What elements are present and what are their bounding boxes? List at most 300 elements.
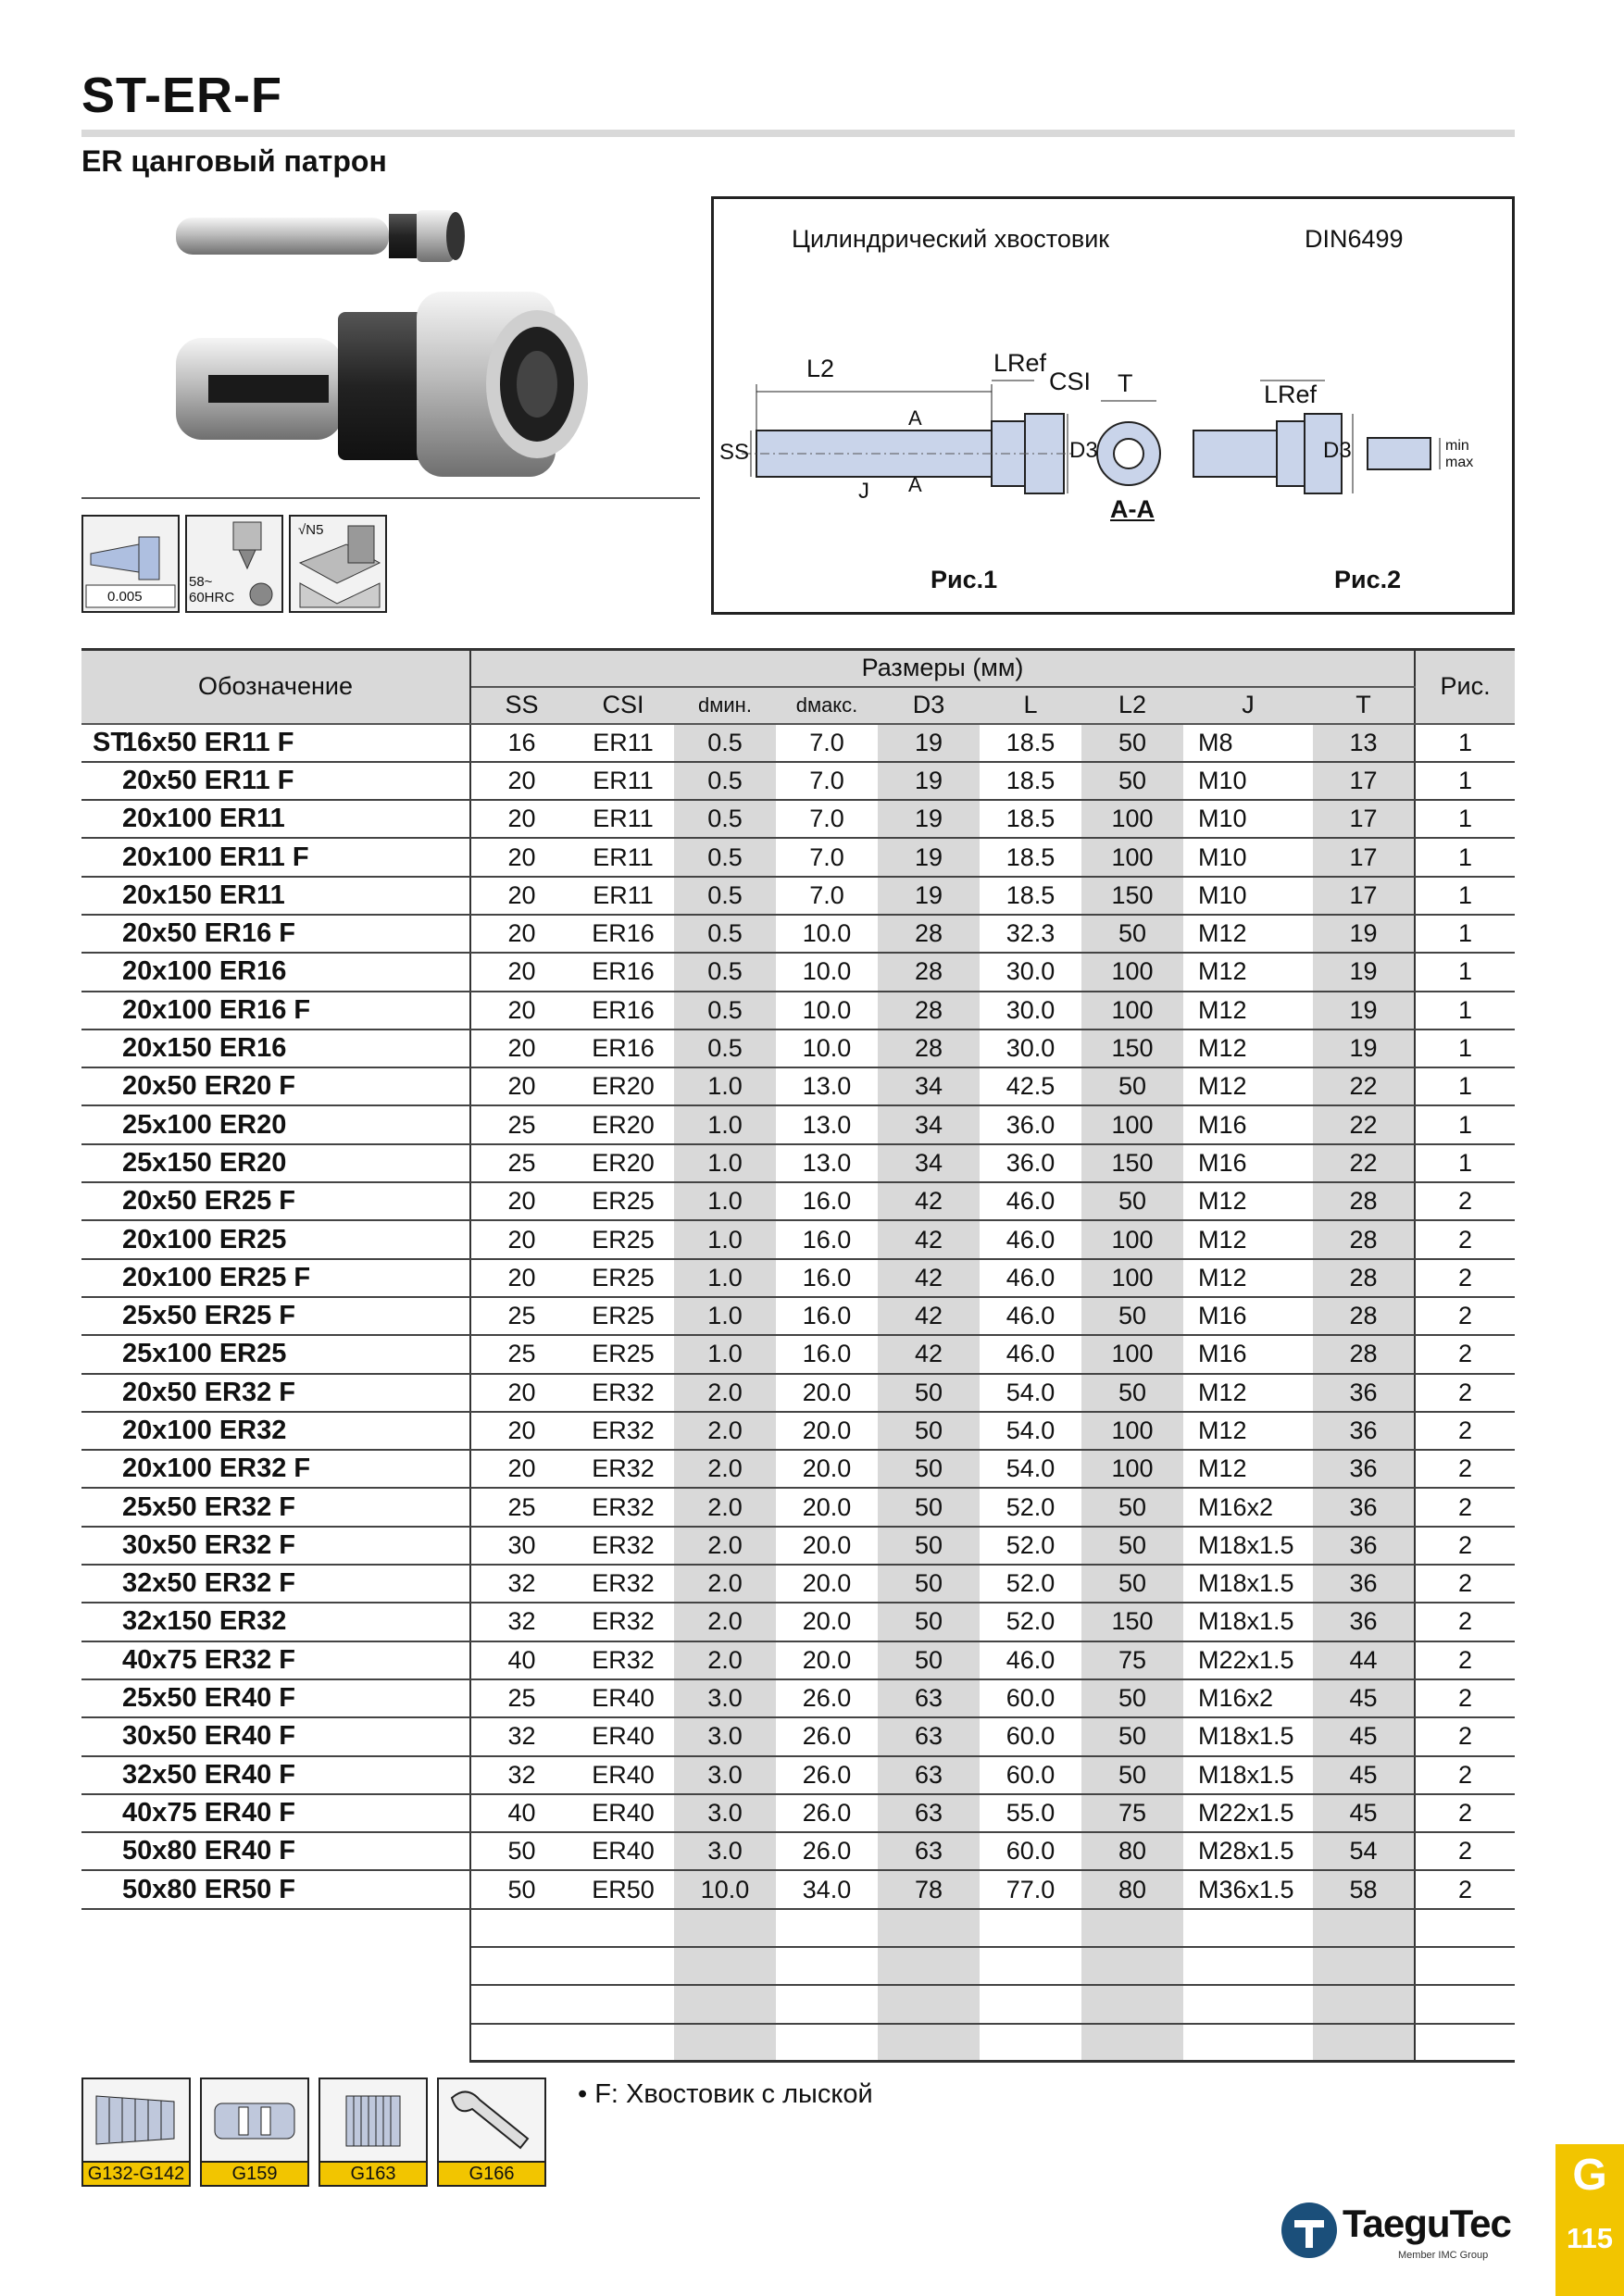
cell-l2: 50 xyxy=(1081,915,1183,953)
cell-d3: 19 xyxy=(878,762,980,800)
cell-j: M16x2 xyxy=(1183,1488,1313,1526)
cell-dmax: 13.0 xyxy=(776,1105,878,1143)
cell-t: 17 xyxy=(1313,762,1415,800)
cell-csi: ER32 xyxy=(572,1565,674,1603)
table-row xyxy=(81,1679,1515,1717)
cell-dmin: 1.0 xyxy=(674,1220,776,1258)
cell-csi: ER32 xyxy=(572,1450,674,1488)
cell-ss: 30 xyxy=(470,1527,572,1565)
cell-ss: 20 xyxy=(470,877,572,915)
cell-csi: ER16 xyxy=(572,953,674,991)
cell-ss: 25 xyxy=(470,1335,572,1373)
designation-cell xyxy=(81,1565,470,1603)
cell-t: 17 xyxy=(1313,877,1415,915)
cell-dmin: 2.0 xyxy=(674,1450,776,1488)
designation-text: 25x50 ER32 F xyxy=(122,1491,296,1522)
cell-fig: 1 xyxy=(1415,724,1515,762)
cell-l2: 100 xyxy=(1081,1259,1183,1297)
cell-dmin: 1.0 xyxy=(674,1297,776,1335)
cell-ss: 20 xyxy=(470,1029,572,1067)
cell-fig: 2 xyxy=(1415,1756,1515,1794)
cell-d3: 42 xyxy=(878,1297,980,1335)
cell-j: M12 xyxy=(1183,1412,1313,1450)
cell-l xyxy=(980,1909,1081,1947)
cell-j: M12 xyxy=(1183,1029,1313,1067)
cell-dmax xyxy=(776,1985,878,2023)
designation-text: 20x100 ER11 F xyxy=(122,842,309,872)
cell-t: 19 xyxy=(1313,1029,1415,1067)
cell-j: M18x1.5 xyxy=(1183,1603,1313,1641)
cell-csi: ER25 xyxy=(572,1297,674,1335)
designation-text: 20x50 ER25 F xyxy=(122,1186,296,1217)
title-divider xyxy=(81,130,1515,137)
cell-l: 18.5 xyxy=(980,800,1081,838)
cell-fig xyxy=(1415,1947,1515,1985)
cell-t: 22 xyxy=(1313,1144,1415,1182)
photo-divider xyxy=(81,497,700,499)
cell-dmin: 0.5 xyxy=(674,953,776,991)
cell-dmax: 7.0 xyxy=(776,877,878,915)
feature-icons xyxy=(81,515,387,613)
cell-l: 18.5 xyxy=(980,877,1081,915)
cell-dmax: 10.0 xyxy=(776,915,878,953)
designation-cell xyxy=(81,724,470,762)
cell-fig: 1 xyxy=(1415,1029,1515,1067)
cell-fig: 2 xyxy=(1415,1220,1515,1258)
runout-icon: 0.005 xyxy=(81,515,180,613)
cell-csi xyxy=(572,1985,674,2023)
cell-fig: 1 xyxy=(1415,1105,1515,1143)
page-number: 115 xyxy=(1566,2222,1613,2254)
cell-j: M12 xyxy=(1183,953,1313,991)
cell-ss: 20 xyxy=(470,1182,572,1220)
cell-l2: 100 xyxy=(1081,953,1183,991)
designation-cell xyxy=(81,1794,470,1832)
cell-csi: ER16 xyxy=(572,915,674,953)
cell-t: 36 xyxy=(1313,1603,1415,1641)
table-row xyxy=(81,1870,1515,1908)
designation-text: 20x100 ER25 F xyxy=(122,1262,311,1292)
table-row xyxy=(81,1565,1515,1603)
cell-ss: 20 xyxy=(470,915,572,953)
cell-fig: 2 xyxy=(1415,1717,1515,1755)
cell-d3: 50 xyxy=(878,1527,980,1565)
cell-d3: 28 xyxy=(878,953,980,991)
cell-ss: 20 xyxy=(470,1412,572,1450)
cell-t: 45 xyxy=(1313,1679,1415,1717)
table-row xyxy=(81,992,1515,1029)
cell-csi: ER25 xyxy=(572,1182,674,1220)
cell-j: M16 xyxy=(1183,1297,1313,1335)
cell-fig: 2 xyxy=(1415,1603,1515,1641)
cell-l2: 50 xyxy=(1081,724,1183,762)
cell-j: M12 xyxy=(1183,1067,1313,1105)
cell-l2: 150 xyxy=(1081,1603,1183,1641)
col-csi: CSI xyxy=(572,687,674,724)
cell-l2: 75 xyxy=(1081,1641,1183,1679)
cell-ss: 32 xyxy=(470,1717,572,1755)
cell-ss: 20 xyxy=(470,1067,572,1105)
cell-csi: ER40 xyxy=(572,1679,674,1717)
cell-j: M22x1.5 xyxy=(1183,1794,1313,1832)
cell-ss: 20 xyxy=(470,953,572,991)
cell-l2: 50 xyxy=(1081,1297,1183,1335)
designation-text: 25x150 ER20 xyxy=(122,1147,287,1178)
cell-csi: ER40 xyxy=(572,1832,674,1870)
header-dimensions: Размеры (мм) xyxy=(470,650,1415,687)
cell-ss: 20 xyxy=(470,762,572,800)
designation-cell xyxy=(81,1679,470,1717)
designation-cell xyxy=(81,877,470,915)
table-row xyxy=(81,1603,1515,1641)
fig2-label: Рис.2 xyxy=(1334,566,1402,593)
cell-l: 54.0 xyxy=(980,1374,1081,1412)
cell-ss: 32 xyxy=(470,1565,572,1603)
designation-text: 20x100 ER32 F xyxy=(122,1454,311,1484)
cell-l2 xyxy=(1081,2024,1183,2062)
cell-dmin: 3.0 xyxy=(674,1679,776,1717)
cell-dmax: 34.0 xyxy=(776,1870,878,1908)
cell-j: M8 xyxy=(1183,724,1313,762)
cell-l2: 100 xyxy=(1081,1335,1183,1373)
fig1-label: Рис.1 xyxy=(931,566,998,593)
cell-j: M16x2 xyxy=(1183,1679,1313,1717)
cell-l2: 100 xyxy=(1081,838,1183,876)
collet-ref-icon[interactable]: G132-G142 xyxy=(81,2078,191,2187)
table-row xyxy=(81,877,1515,915)
cell-dmin: 3.0 xyxy=(674,1756,776,1794)
cell-j: M16 xyxy=(1183,1144,1313,1182)
cell-dmax xyxy=(776,2024,878,2062)
table-row xyxy=(81,1641,1515,1679)
cell-t: 28 xyxy=(1313,1297,1415,1335)
designation-text: 20x50 ER20 F xyxy=(122,1071,296,1102)
cell-dmax: 20.0 xyxy=(776,1374,878,1412)
cell-d3: 42 xyxy=(878,1335,980,1373)
cell-t: 36 xyxy=(1313,1488,1415,1526)
cell-l: 18.5 xyxy=(980,724,1081,762)
cell-l: 77.0 xyxy=(980,1870,1081,1908)
designation-cell xyxy=(81,1603,470,1641)
cell-dmax: 16.0 xyxy=(776,1220,878,1258)
cell-ss: 16 xyxy=(470,724,572,762)
cell-dmax: 7.0 xyxy=(776,838,878,876)
cell-dmin: 1.0 xyxy=(674,1259,776,1297)
cell-d3: 28 xyxy=(878,1029,980,1067)
table-row xyxy=(81,724,1515,762)
cell-fig: 2 xyxy=(1415,1450,1515,1488)
table-row xyxy=(81,1527,1515,1565)
designation-cell xyxy=(81,1450,470,1488)
cell-j: M18x1.5 xyxy=(1183,1717,1313,1755)
stop-screw-ref-icon[interactable]: G163 xyxy=(319,2078,428,2187)
cell-dmin: 0.5 xyxy=(674,838,776,876)
cell-dmin: 2.0 xyxy=(674,1527,776,1565)
cell-dmin: 2.0 xyxy=(674,1603,776,1641)
cell-csi: ER40 xyxy=(572,1756,674,1794)
designation-text: 30x50 ER40 F xyxy=(122,1721,296,1752)
cell-fig: 1 xyxy=(1415,877,1515,915)
reference-icons xyxy=(81,2078,546,2187)
cell-csi: ER20 xyxy=(572,1105,674,1143)
table-row xyxy=(81,1832,1515,1870)
col-dmin: dмин. xyxy=(674,687,776,724)
table-row xyxy=(81,1259,1515,1297)
cell-fig: 2 xyxy=(1415,1832,1515,1870)
cell-ss: 32 xyxy=(470,1756,572,1794)
cell-l: 46.0 xyxy=(980,1259,1081,1297)
designation-cell xyxy=(81,1947,470,1985)
designation-text: 20x100 ER16 xyxy=(122,956,287,987)
cell-ss: 25 xyxy=(470,1144,572,1182)
cell-ss: 20 xyxy=(470,838,572,876)
cell-t: 19 xyxy=(1313,992,1415,1029)
cell-d3: 63 xyxy=(878,1679,980,1717)
cell-d3: 78 xyxy=(878,1870,980,1908)
wrench-ref-icon[interactable]: G166 xyxy=(437,2078,546,2187)
cell-l2: 50 xyxy=(1081,1565,1183,1603)
cell-l2: 150 xyxy=(1081,1029,1183,1067)
cell-fig: 2 xyxy=(1415,1297,1515,1335)
cell-l: 36.0 xyxy=(980,1105,1081,1143)
designation-text: 25x100 ER20 xyxy=(122,1109,287,1140)
cell-dmax: 20.0 xyxy=(776,1527,878,1565)
cell-t: 54 xyxy=(1313,1832,1415,1870)
designation-text: 20x150 ER16 xyxy=(122,1033,287,1064)
cell-csi: ER32 xyxy=(572,1374,674,1412)
cell-j: M18x1.5 xyxy=(1183,1756,1313,1794)
cell-dmax: 10.0 xyxy=(776,953,878,991)
cell-fig: 1 xyxy=(1415,762,1515,800)
cell-fig: 2 xyxy=(1415,1870,1515,1908)
designation-text: 20x150 ER11 xyxy=(122,880,285,910)
cell-dmax: 26.0 xyxy=(776,1717,878,1755)
table-row xyxy=(81,1335,1515,1373)
table-row xyxy=(81,838,1515,876)
cell-d3: 42 xyxy=(878,1182,980,1220)
surface-finish-icon: √N5 xyxy=(289,515,387,613)
cell-l2: 100 xyxy=(1081,992,1183,1029)
table-row xyxy=(81,1488,1515,1526)
cell-l2: 100 xyxy=(1081,1105,1183,1143)
cell-fig xyxy=(1415,1909,1515,1947)
designation-cell xyxy=(81,1182,470,1220)
cell-dmax: 26.0 xyxy=(776,1794,878,1832)
col-j: J xyxy=(1183,687,1313,724)
cell-l2: 100 xyxy=(1081,1220,1183,1258)
table-row xyxy=(81,1182,1515,1220)
brand-tagline: Member IMC Group xyxy=(1398,2250,1489,2261)
cell-ss xyxy=(470,2024,572,2062)
cell-j: M36x1.5 xyxy=(1183,1870,1313,1908)
cell-csi: ER16 xyxy=(572,1029,674,1067)
cell-dmax: 26.0 xyxy=(776,1756,878,1794)
cell-csi: ER50 xyxy=(572,1870,674,1908)
cell-dmin: 0.5 xyxy=(674,762,776,800)
cell-ss: 25 xyxy=(470,1297,572,1335)
cell-d3: 19 xyxy=(878,838,980,876)
cell-t xyxy=(1313,1947,1415,1985)
cell-t: 13 xyxy=(1313,724,1415,762)
table-row xyxy=(81,1144,1515,1182)
cell-csi: ER20 xyxy=(572,1144,674,1182)
cell-dmax: 7.0 xyxy=(776,724,878,762)
cell-csi: ER40 xyxy=(572,1717,674,1755)
cell-fig: 2 xyxy=(1415,1182,1515,1220)
cell-dmin: 0.5 xyxy=(674,724,776,762)
cell-l: 18.5 xyxy=(980,762,1081,800)
product-photo xyxy=(139,199,620,495)
designation-cell xyxy=(81,1374,470,1412)
table-row xyxy=(81,800,1515,838)
cell-ss: 25 xyxy=(470,1679,572,1717)
cell-l: 52.0 xyxy=(980,1603,1081,1641)
cell-dmin: 10.0 xyxy=(674,1870,776,1908)
cell-j: M18x1.5 xyxy=(1183,1565,1313,1603)
cell-dmax: 7.0 xyxy=(776,800,878,838)
designation-cell xyxy=(81,2024,470,2062)
cell-dmax: 16.0 xyxy=(776,1182,878,1220)
table-row xyxy=(81,762,1515,800)
cell-dmax: 20.0 xyxy=(776,1412,878,1450)
cell-l: 52.0 xyxy=(980,1527,1081,1565)
table-row xyxy=(81,1297,1515,1335)
cell-ss: 50 xyxy=(470,1832,572,1870)
cell-l: 60.0 xyxy=(980,1717,1081,1755)
designation-text: 32x50 ER32 F xyxy=(122,1568,296,1599)
designation-cell xyxy=(81,1832,470,1870)
table-row xyxy=(81,1756,1515,1794)
cell-ss xyxy=(470,1909,572,1947)
cell-l2: 50 xyxy=(1081,1717,1183,1755)
cell-dmax: 10.0 xyxy=(776,1029,878,1067)
cell-csi: ER32 xyxy=(572,1412,674,1450)
designation-text: 25x50 ER40 F xyxy=(122,1683,296,1714)
cell-ss: 20 xyxy=(470,992,572,1029)
cell-dmin: 0.5 xyxy=(674,877,776,915)
cell-ss: 32 xyxy=(470,1603,572,1641)
cell-l2: 80 xyxy=(1081,1870,1183,1908)
cell-t: 22 xyxy=(1313,1067,1415,1105)
cell-t: 36 xyxy=(1313,1450,1415,1488)
cell-ss: 40 xyxy=(470,1641,572,1679)
cell-d3: 19 xyxy=(878,877,980,915)
cell-t: 22 xyxy=(1313,1105,1415,1143)
table-row xyxy=(81,953,1515,991)
cell-csi: ER11 xyxy=(572,838,674,876)
designation-cell xyxy=(81,800,470,838)
cell-t: 28 xyxy=(1313,1259,1415,1297)
designation-cell xyxy=(81,1756,470,1794)
designation-prefix: ST xyxy=(93,727,128,757)
cell-fig: 2 xyxy=(1415,1641,1515,1679)
designation-text: 20x100 ER16 F xyxy=(122,994,311,1025)
cell-j: M22x1.5 xyxy=(1183,1641,1313,1679)
designation-text: 20x50 ER11 F xyxy=(122,765,294,795)
cell-fig: 2 xyxy=(1415,1374,1515,1412)
cell-l: 52.0 xyxy=(980,1488,1081,1526)
table-row xyxy=(81,1717,1515,1755)
designation-cell xyxy=(81,1641,470,1679)
designation-text: 32x50 ER40 F xyxy=(122,1759,296,1790)
cell-l: 60.0 xyxy=(980,1756,1081,1794)
cell-j: M12 xyxy=(1183,1450,1313,1488)
cell-j xyxy=(1183,1909,1313,1947)
designation-text: 25x100 ER25 xyxy=(122,1339,287,1369)
cell-d3: 34 xyxy=(878,1105,980,1143)
cell-j: M12 xyxy=(1183,1374,1313,1412)
cell-l2: 50 xyxy=(1081,1488,1183,1526)
cell-csi: ER32 xyxy=(572,1603,674,1641)
cell-j: M10 xyxy=(1183,877,1313,915)
cell-d3 xyxy=(878,1947,980,1985)
cell-t: 17 xyxy=(1313,800,1415,838)
cell-t: 36 xyxy=(1313,1527,1415,1565)
cell-fig: 1 xyxy=(1415,838,1515,876)
cell-t: 19 xyxy=(1313,953,1415,991)
cell-dmax: 13.0 xyxy=(776,1067,878,1105)
cell-fig: 2 xyxy=(1415,1412,1515,1450)
cell-fig: 2 xyxy=(1415,1565,1515,1603)
table-row xyxy=(81,1794,1515,1832)
col-ss: SS xyxy=(470,687,572,724)
designation-text: 20x50 ER16 F xyxy=(122,918,296,949)
cell-d3 xyxy=(878,1985,980,2023)
cell-l: 52.0 xyxy=(980,1565,1081,1603)
cell-dmin: 0.5 xyxy=(674,800,776,838)
designation-cell xyxy=(81,838,470,876)
cell-l: 32.3 xyxy=(980,915,1081,953)
cell-fig: 2 xyxy=(1415,1794,1515,1832)
cell-j xyxy=(1183,2024,1313,2062)
cell-j: M10 xyxy=(1183,838,1313,876)
cell-l2: 100 xyxy=(1081,800,1183,838)
cell-ss: 20 xyxy=(470,1220,572,1258)
col-d3: D3 xyxy=(878,687,980,724)
cell-dmax: 16.0 xyxy=(776,1297,878,1335)
designation-cell xyxy=(81,1909,470,1947)
cell-d3: 50 xyxy=(878,1374,980,1412)
clamping-nut-ref-icon[interactable]: G159 xyxy=(200,2078,309,2187)
cell-csi: ER11 xyxy=(572,724,674,762)
cell-dmax: 20.0 xyxy=(776,1488,878,1526)
designation-cell xyxy=(81,1259,470,1297)
cell-ss: 20 xyxy=(470,1374,572,1412)
cell-l2 xyxy=(1081,1985,1183,2023)
cell-l xyxy=(980,1985,1081,2023)
cell-l2: 100 xyxy=(1081,1412,1183,1450)
brand-name: TaeguTec xyxy=(1343,2202,1511,2245)
cell-j: M10 xyxy=(1183,800,1313,838)
cell-csi xyxy=(572,2024,674,2062)
cell-t: 28 xyxy=(1313,1182,1415,1220)
cell-j: M16 xyxy=(1183,1335,1313,1373)
cell-d3: 50 xyxy=(878,1450,980,1488)
cell-l2: 50 xyxy=(1081,1182,1183,1220)
cell-csi: ER32 xyxy=(572,1641,674,1679)
cell-dmin: 2.0 xyxy=(674,1374,776,1412)
cell-dmin: 1.0 xyxy=(674,1335,776,1373)
cell-l2: 50 xyxy=(1081,1679,1183,1717)
cell-j xyxy=(1183,1985,1313,2023)
cell-fig xyxy=(1415,1985,1515,2023)
designation-cell xyxy=(81,1220,470,1258)
cell-dmax: 16.0 xyxy=(776,1259,878,1297)
spec-table-body xyxy=(81,724,1515,2062)
cell-ss: 40 xyxy=(470,1794,572,1832)
cell-d3: 19 xyxy=(878,724,980,762)
cell-l2: 50 xyxy=(1081,1756,1183,1794)
